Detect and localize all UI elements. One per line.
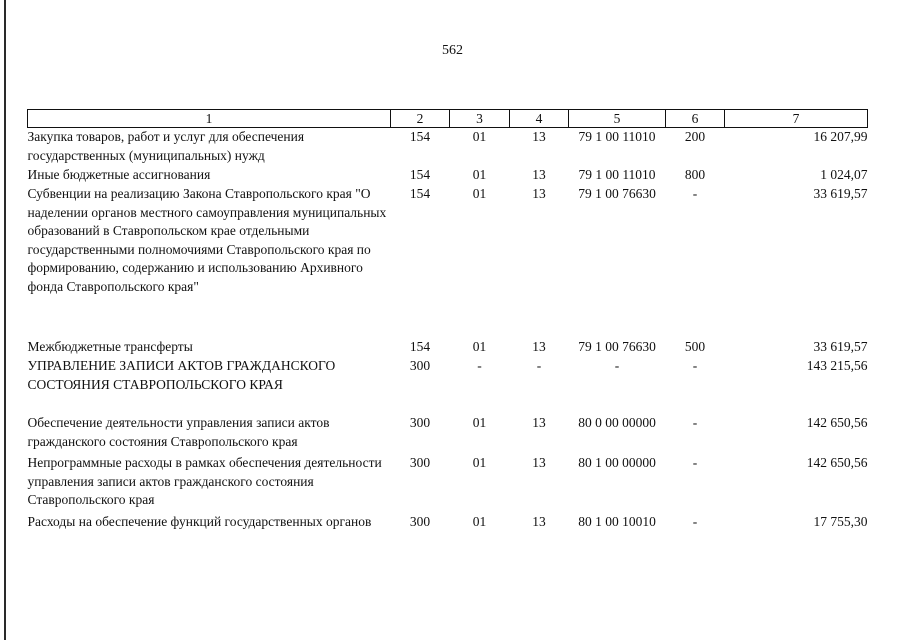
row-ministry-code: 154	[409, 186, 431, 201]
row-target-code: 80 1 00 00000	[578, 455, 656, 470]
row-name: Субвенции на реализацию Закона Ставропольского края "О наделении органов местного самоуправления муниципальных образований в Ставропольском крае отдельными государственными полномочиями Ставропольского края по формированию, содержанию и использованию Архивного фонда Ставропольского края"	[27, 186, 387, 294]
row-name: Непрограммные расходы в рамках обеспечения деятельности управления записи актов гражданского состояния Ставропольского края	[27, 455, 382, 507]
row-expense-type: -	[692, 186, 698, 201]
row-subsection-code: -	[536, 358, 542, 373]
row-amount: 143 215,56	[806, 358, 868, 373]
row-target-code: -	[614, 358, 620, 373]
row-target-code: 80 0 00 00000	[578, 415, 656, 430]
row-amount: 142 650,56	[806, 415, 868, 430]
row-expense-type: -	[692, 455, 698, 470]
row-section-code: 01	[472, 514, 487, 529]
row-section-code: 01	[472, 455, 487, 470]
row-subsection-code: 13	[532, 129, 546, 144]
row-amount: 1 024,07	[820, 167, 868, 182]
column-header-6: 6	[666, 110, 725, 128]
row-name: Обеспечение деятельности управления записи актов гражданского состояния Ставропольского края	[27, 415, 330, 449]
table-header-row	[28, 110, 868, 128]
row-amount: 33 619,57	[813, 186, 868, 201]
row-target-code: 79 1 00 76630	[578, 186, 656, 201]
row-section-code: -	[477, 358, 482, 373]
row-name: УПРАВЛЕНИЕ ЗАПИСИ АКТОВ ГРАЖДАНСКОГО СОСТОЯНИЯ СТАВРОПОЛЬСКОГО КРАЯ	[27, 358, 336, 392]
budget-table	[27, 109, 868, 551]
row-amount: 142 650,56	[806, 455, 868, 470]
column-header-1: 1	[28, 110, 391, 128]
row-ministry-code: 300	[409, 514, 431, 529]
row-target-code: 80 1 00 10010	[578, 514, 656, 529]
row-ministry-code: 300	[409, 455, 431, 470]
table-row	[28, 414, 868, 454]
row-expense-type: 800	[684, 167, 706, 182]
row-amount: 17 755,30	[813, 514, 868, 529]
table-row	[28, 185, 868, 338]
row-section-code: 01	[472, 129, 487, 144]
row-expense-type: 500	[684, 339, 706, 354]
column-header-5: 5	[569, 110, 666, 128]
row-name: Иные бюджетные ассигнования	[27, 167, 211, 182]
row-target-code: 79 1 00 76630	[578, 339, 656, 354]
row-ministry-code: 154	[409, 129, 431, 144]
row-name: Межбюджетные трансферты	[27, 339, 193, 354]
row-name: Расходы на обеспечение функций государственных органов	[27, 514, 372, 529]
column-header-3: 3	[450, 110, 510, 128]
row-amount: 33 619,57	[813, 339, 868, 354]
row-subsection-code: 13	[532, 339, 546, 354]
row-name: Закупка товаров, работ и услуг для обеспечения государственных (муниципальных) нужд	[27, 129, 305, 163]
page-number: 562	[442, 43, 463, 58]
row-subsection-code: 13	[532, 455, 546, 470]
row-amount: 16 207,99	[813, 129, 868, 144]
row-expense-type: 200	[684, 129, 706, 144]
row-subsection-code: 13	[532, 514, 546, 529]
left-margin-rule	[4, 0, 6, 640]
column-header-2: 2	[391, 110, 450, 128]
row-ministry-code: 300	[409, 415, 431, 430]
column-header-7: 7	[725, 110, 868, 128]
row-expense-type: -	[692, 358, 698, 373]
row-target-code: 79 1 00 11010	[578, 167, 656, 182]
table-row	[28, 338, 868, 357]
row-subsection-code: 13	[532, 415, 546, 430]
column-header-4: 4	[510, 110, 569, 128]
row-subsection-code: 13	[532, 167, 546, 182]
row-section-code: 01	[472, 167, 487, 182]
table-row	[28, 454, 868, 513]
row-ministry-code: 154	[409, 167, 431, 182]
row-section-code: 01	[472, 415, 487, 430]
row-expense-type: -	[692, 415, 698, 430]
table-row	[28, 166, 868, 185]
table-row	[28, 357, 868, 414]
row-section-code: 01	[472, 339, 487, 354]
row-expense-type: -	[692, 514, 698, 529]
row-ministry-code: 300	[409, 358, 431, 373]
row-subsection-code: 13	[532, 186, 546, 201]
row-section-code: 01	[472, 186, 487, 201]
row-target-code: 79 1 00 11010	[578, 129, 656, 144]
row-ministry-code: 154	[409, 339, 431, 354]
table-row	[28, 128, 868, 167]
table-row	[28, 513, 868, 551]
